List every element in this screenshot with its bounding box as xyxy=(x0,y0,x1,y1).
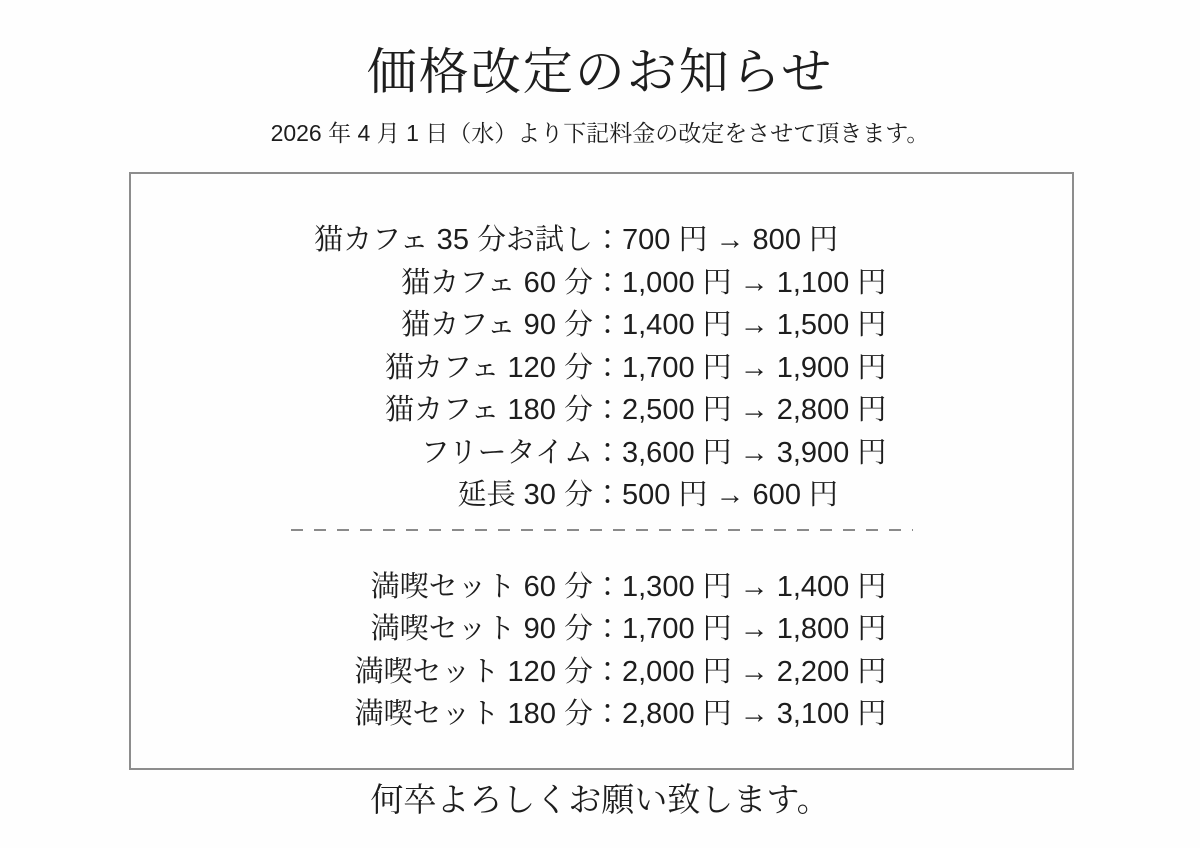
notice-subtitle: 2026 年 4 月 1 日（水）より下記料金の改定をさせて頂きます。 xyxy=(270,120,930,146)
price-row-price: 3,600 円 → 3,900 円 xyxy=(622,436,887,469)
price-row xyxy=(131,651,1072,694)
price-row xyxy=(131,474,1072,517)
price-row-label: 猫カフェ 120 分： xyxy=(384,351,622,384)
price-row-label: 満喫セット 60 分： xyxy=(370,570,622,603)
price-row-label: 満喫セット 180 分： xyxy=(354,698,622,730)
price-row-price: 1,700 円 → 1,900 円 xyxy=(622,351,887,384)
price-row-price: 1,000 円 → 1,100 円 xyxy=(622,266,887,299)
price-row-label: 満喫セット 90 分： xyxy=(370,613,622,645)
price-row xyxy=(131,262,1072,305)
price-group-sets xyxy=(131,566,1072,736)
price-row-price: 2,000 円 → 2,200 円 xyxy=(622,655,887,688)
price-row-price: 2,500 円 → 2,800 円 xyxy=(622,394,887,426)
price-row-label: 延長 30 分： xyxy=(457,479,622,511)
page-title: 価格改定のお知らせ xyxy=(366,44,834,100)
price-row-label: 猫カフェ 180 分： xyxy=(384,394,622,426)
price-row xyxy=(131,219,1072,262)
price-row xyxy=(131,304,1072,347)
price-row-label: 猫カフェ 90 分： xyxy=(401,309,622,341)
price-row-label: フリータイム： xyxy=(420,436,622,469)
dashed-divider xyxy=(291,529,913,531)
price-row xyxy=(131,693,1072,736)
closing-message: 何卒よろしくお願い致します。 xyxy=(370,781,830,818)
price-row xyxy=(131,566,1072,609)
price-row-price: 1,400 円 → 1,500 円 xyxy=(622,309,887,341)
price-row-label: 猫カフェ 60 分： xyxy=(401,266,622,299)
price-group-regular xyxy=(131,219,1072,517)
price-row xyxy=(131,432,1072,475)
price-box xyxy=(129,172,1074,770)
price-row-price: 700 円 → 800 円 xyxy=(622,224,838,256)
price-row xyxy=(131,389,1072,432)
price-row-label: 満喫セット 120 分： xyxy=(354,655,622,688)
price-row-price: 1,700 円 → 1,800 円 xyxy=(622,613,887,645)
price-row xyxy=(131,608,1072,651)
price-row-label: 猫カフェ 35 分お試し： xyxy=(314,224,622,256)
price-row-price: 2,800 円 → 3,100 円 xyxy=(622,698,887,730)
price-row-price: 500 円 → 600 円 xyxy=(622,479,838,511)
price-row xyxy=(131,347,1072,390)
price-row-price: 1,300 円 → 1,400 円 xyxy=(622,570,887,603)
